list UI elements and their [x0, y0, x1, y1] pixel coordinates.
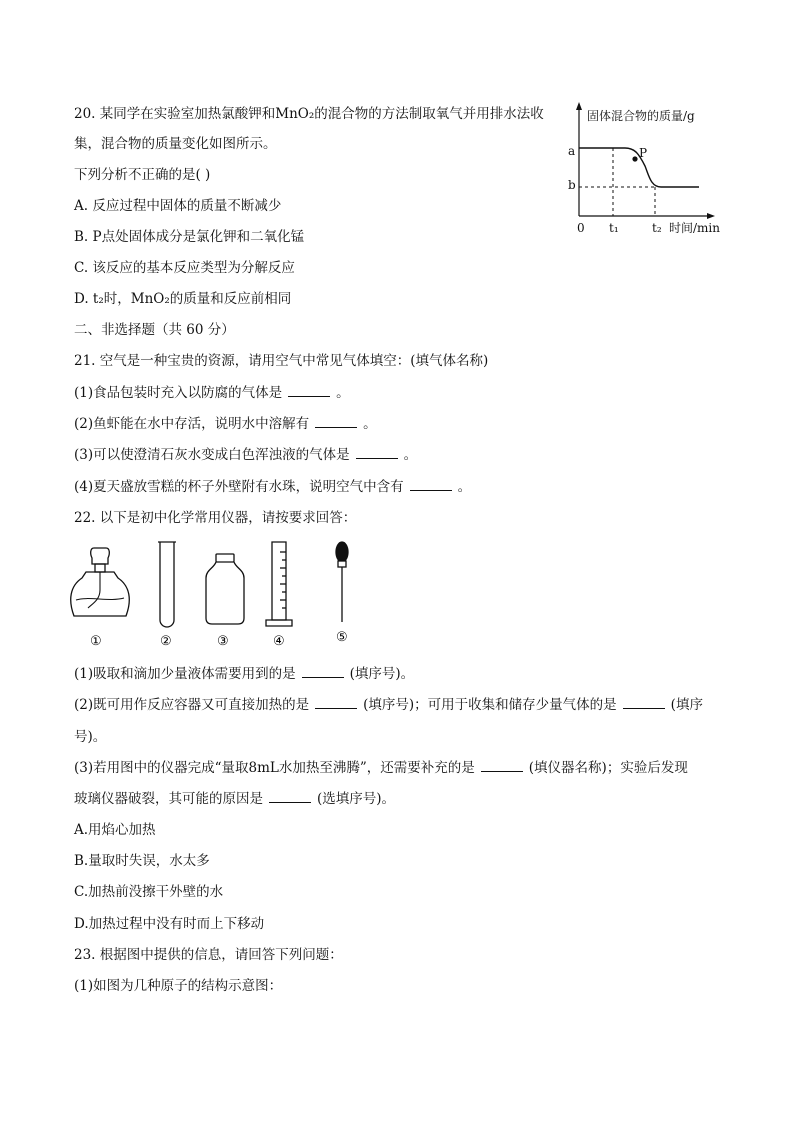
answer-blank — [269, 790, 311, 803]
q22-part3-text: (3)若用图中的仪器完成“量取8mL水加热至沸腾”，还需要补充的是 — [74, 760, 475, 776]
label-5: ⑤ — [336, 630, 348, 645]
label-3: ③ — [217, 634, 229, 649]
answer-blank — [410, 478, 452, 491]
q21-item-3-end: 。 — [403, 447, 418, 463]
apparatus-figure — [66, 538, 366, 650]
graph-t1: t₁ — [609, 221, 619, 235]
q22-choice-b: B.量取时失误，水太多 — [74, 853, 210, 869]
q22-part3-end: (填仪器名称)；实验后发现 — [528, 760, 688, 776]
q22-part2-line1 — [74, 695, 703, 715]
mass-time-graph — [563, 100, 733, 240]
q22-part2-line2: 号)。 — [74, 729, 107, 745]
graph-label-a: a — [568, 144, 576, 158]
q20-option-d: D. t₂时，MnO₂的质量和反应前相同 — [74, 291, 292, 307]
q22-part1 — [74, 664, 414, 684]
q21-item-4-end: 。 — [457, 479, 472, 495]
graph-ylabel: 固体混合物的质量/g — [587, 109, 695, 123]
label-4: ④ — [273, 634, 285, 649]
q22-part3-line2 — [74, 789, 395, 809]
q22-part3-line1 — [74, 758, 688, 778]
answer-blank — [315, 696, 357, 709]
q20-option-c: C. 该反应的基本反应类型为分解反应 — [74, 260, 295, 276]
graph-label-b: b — [568, 178, 576, 192]
answer-blank — [302, 665, 344, 678]
graduated-cylinder-icon — [266, 542, 292, 626]
q20-option-a: A. 反应过程中固体的质量不断减少 — [74, 198, 282, 214]
q21-stem: 21. 空气是一种宝贵的资源，请用空气中常见气体填空：(填气体名称) — [74, 353, 489, 369]
q22-choice-c: C.加热前没擦干外壁的水 — [74, 884, 224, 900]
label-1: ① — [90, 634, 102, 649]
q21-item-4 — [74, 477, 471, 497]
label-2: ② — [160, 634, 172, 649]
graph-xlabel: 时间/min — [669, 221, 720, 235]
q21-item-2 — [74, 414, 377, 434]
q20-line1: 20. 某同学在实验室加热氯酸钾和MnO₂的混合物的方法制取氧气并用排水法收 — [74, 106, 544, 122]
q22-stem: 22. 以下是初中化学常用仪器，请按要求回答： — [74, 510, 357, 526]
gas-jar-icon — [206, 554, 244, 624]
answer-blank — [623, 696, 665, 709]
graph-t2: t₂ — [652, 221, 662, 235]
q22-part1-text: (1)吸取和滴加少量液体需要用到的是 — [74, 666, 296, 682]
q22-part2-text: (2)既可用作反应容器又可直接加热的是 — [74, 697, 310, 713]
answer-blank — [356, 446, 398, 459]
graph-origin: 0 — [577, 221, 585, 235]
q22-part3-text2: 玻璃仪器破裂，其可能的原因是 — [74, 791, 263, 807]
answer-blank — [315, 415, 357, 428]
q21-item-2-end: 。 — [363, 416, 377, 432]
q20-line2: 集，混合物的质量变化如图所示。 — [74, 136, 277, 152]
q22-part2-end: (填序 — [670, 697, 703, 713]
q21-item-3-text: (3)可以使澄清石灰水变成白色浑浊液的气体是 — [74, 447, 350, 463]
test-tube-icon — [158, 542, 176, 627]
q23-stem: 23. 根据图中提供的信息，请回答下列问题： — [74, 947, 343, 963]
q21-item-2-text: (2)鱼虾能在水中存活，说明水中溶解有 — [74, 416, 310, 432]
q21-item-4-text: (4)夏天盛放雪糕的杯子外壁附有水珠，说明空气中含有 — [74, 479, 404, 495]
graph-label-p: P — [639, 146, 648, 160]
q21-item-1-text: (1)食品包装时充入以防腐的气体是 — [74, 385, 283, 401]
point-p — [632, 156, 637, 161]
q20-prompt: 下列分析不正确的是( ) — [74, 167, 211, 183]
alcohol-lamp-icon — [71, 548, 130, 616]
answer-blank — [288, 384, 330, 397]
section-title: 二、非选择题（共 60 分） — [74, 322, 235, 338]
q22-part3-end2: (选填序号)。 — [317, 791, 396, 807]
q22-choice-a: A.用焰心加热 — [74, 822, 156, 838]
q20-option-b: B. P点处固体成分是氯化钾和二氧化锰 — [74, 229, 305, 245]
dropper-icon — [336, 542, 348, 622]
q22-part1-end: (填序号)。 — [349, 666, 415, 682]
q21-item-3 — [74, 445, 417, 465]
q22-choice-d: D.加热过程中没有时而上下移动 — [74, 916, 265, 932]
q22-part2-mid: (填序号)；可用于收集和储存少量气体的是 — [363, 697, 617, 713]
q21-item-1 — [74, 383, 350, 403]
q23-part1: (1)如图为几种原子的结构示意图： — [74, 978, 283, 994]
q21-item-1-end: 。 — [336, 385, 350, 401]
answer-blank — [481, 759, 523, 772]
